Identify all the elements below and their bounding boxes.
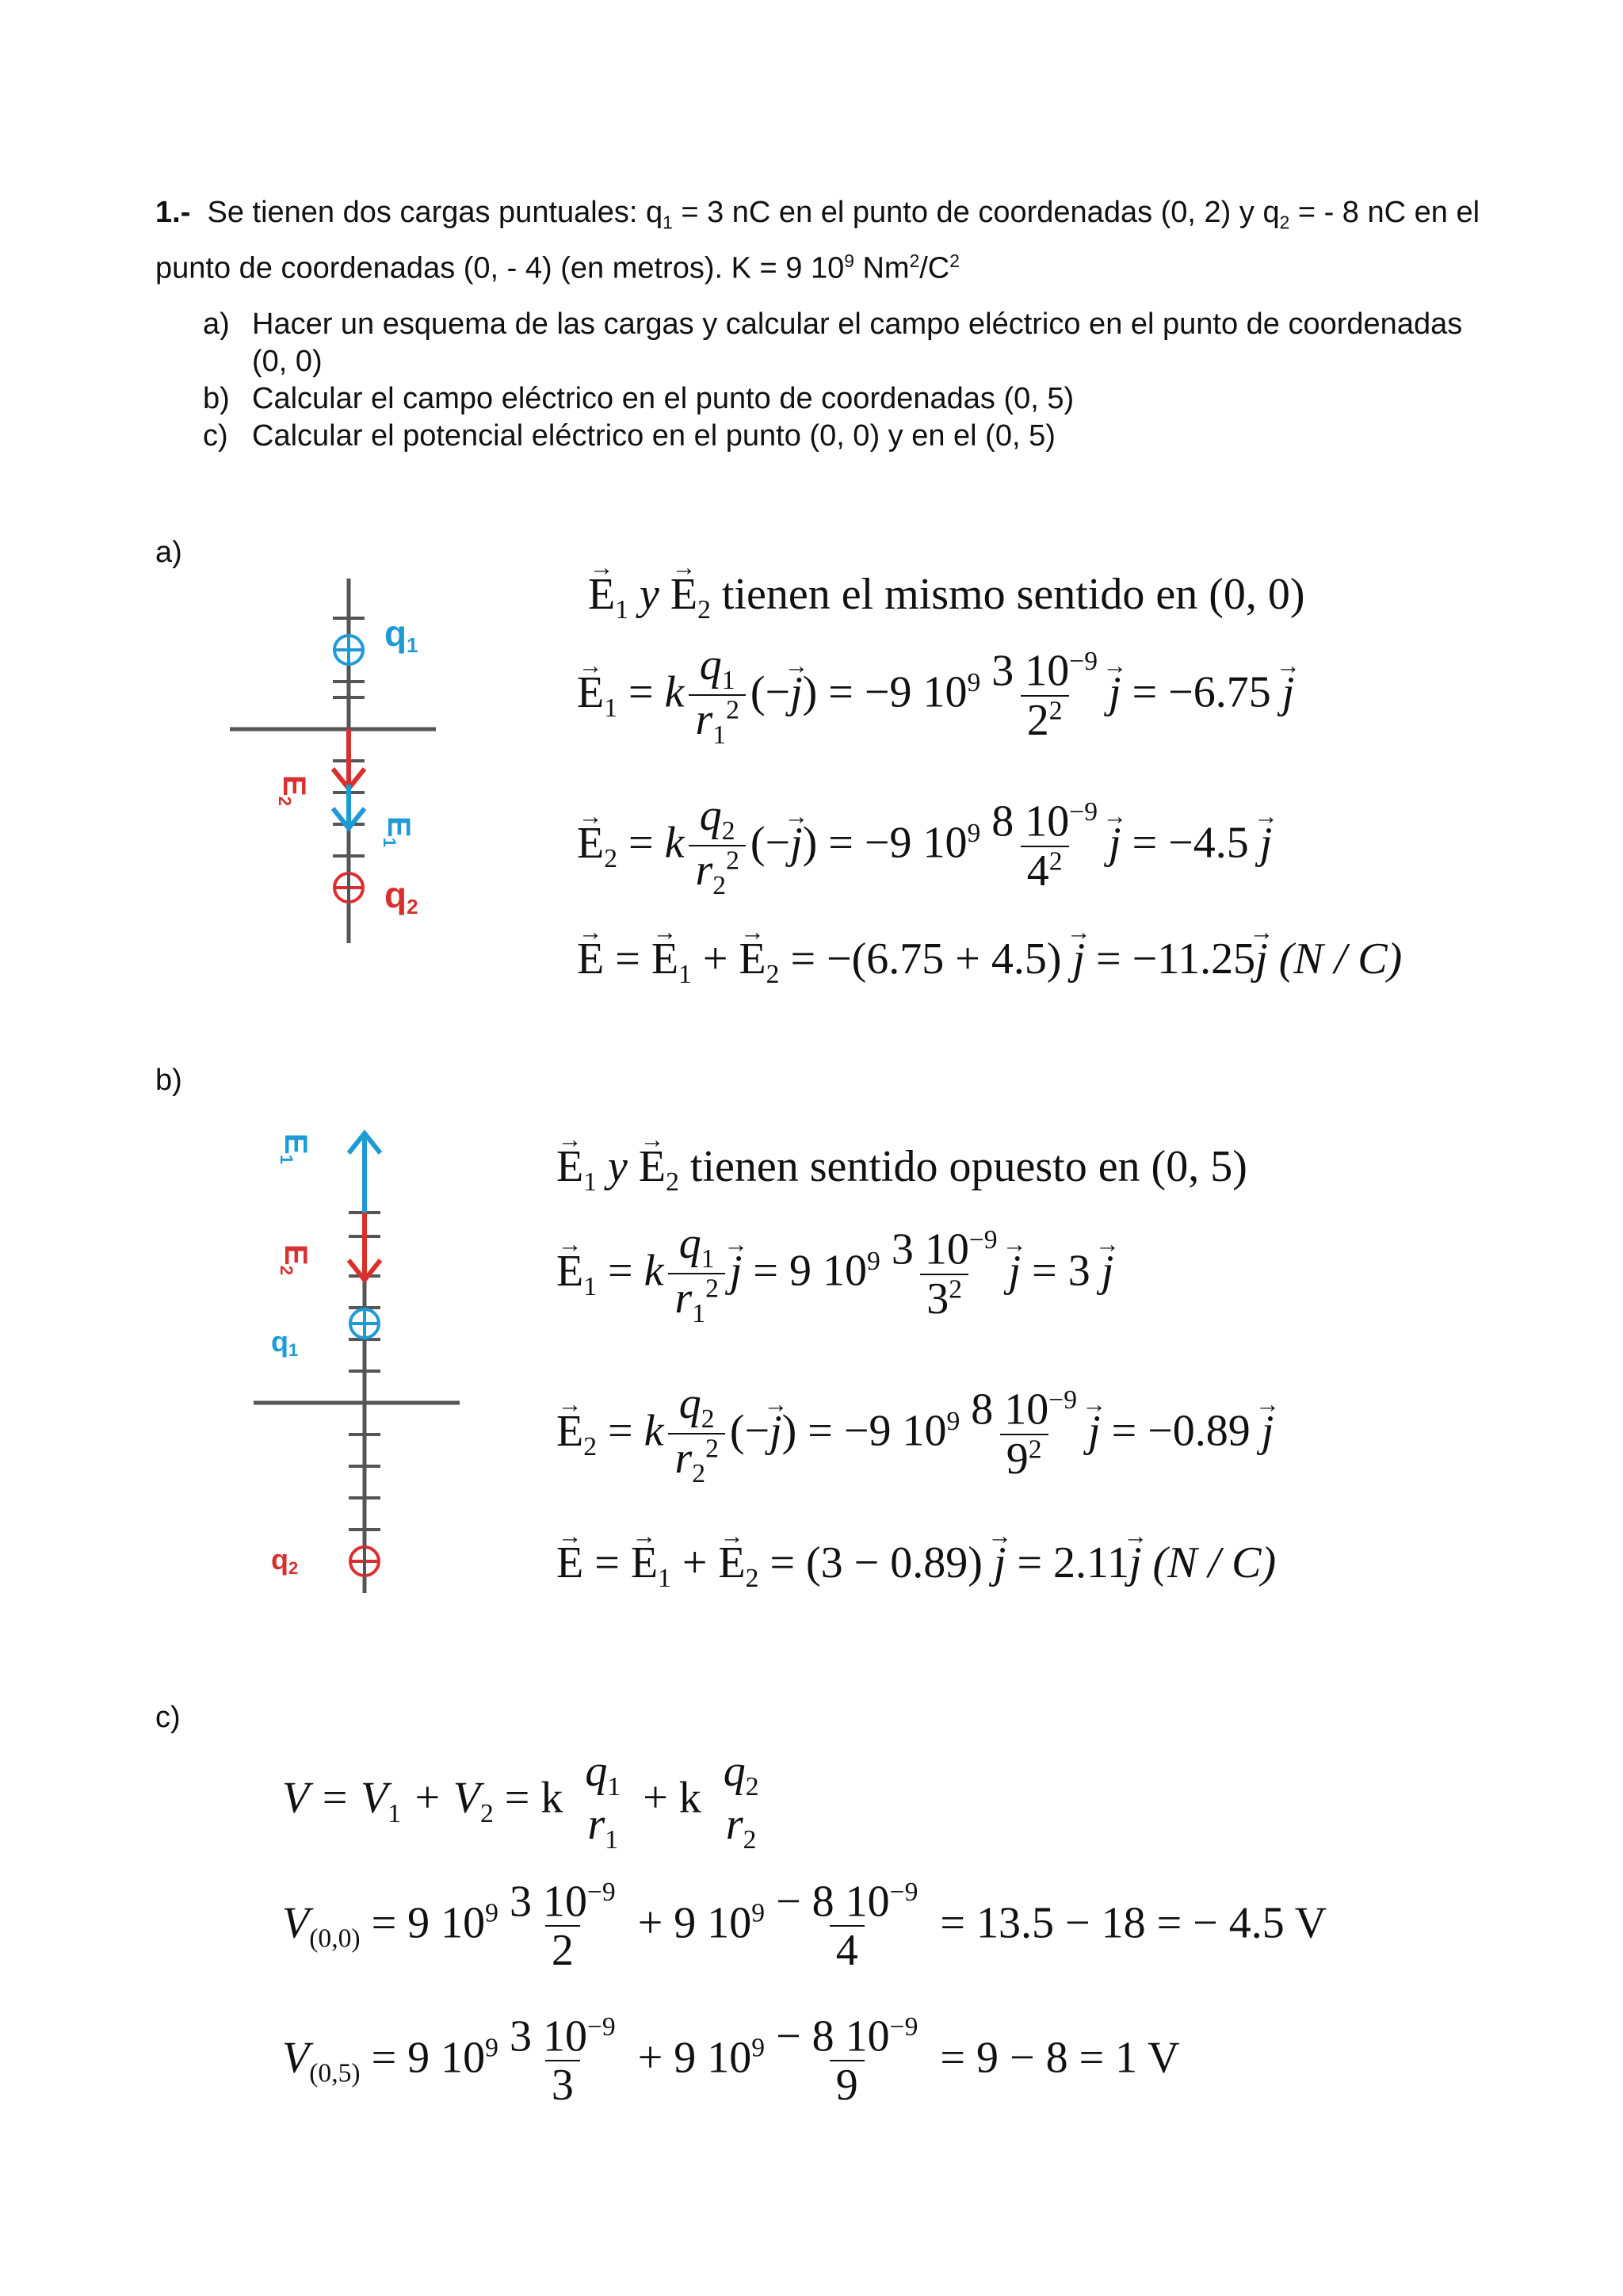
problem-text: Nm: [854, 251, 910, 285]
heading-text: tienen el mismo sentido en (0, 0): [721, 570, 1305, 619]
sup: 2: [949, 250, 960, 271]
sup: 2: [909, 250, 920, 271]
eq-b-e2: → $E_2 = k$ $\frac{q_2}{r_2^2}$ (−→ j) = −9 $10^9$ $\frac{8 10^{-9}}{9^2}$ → j = −0.89 → j: [556, 1381, 1274, 1490]
subquestion-text: Calcular el campo eléctrico en el punto de coordenadas (0, 5): [252, 382, 1075, 415]
eq-b-e1: → $E_1 = k$ $\frac{q_1}{r_1^2}$ → j = 9 $10^9$ $\frac{3 10^{-9}}{3^2}$ → j = 3 → j: [556, 1221, 1113, 1330]
problem-text: = - 8 nC en el punto de coordenadas (0, - 4) (en metros). K = 9 10: [155, 196, 1480, 285]
eq-a-sum: → E = → $E_1$ + → $E_2 = -(6.75 + 4.5) \to j = -11.25\to j$ (N / C): [577, 934, 1402, 990]
subquestion-text: Hacer un esquema de las cargas y calcular el campo eléctrico en el punto de coordenadas (0, 0): [252, 308, 1463, 378]
eq-a-e1: → $E_1 = k$ $\frac{q_1}{r_1^2}$ (−→ j) = −9 $10^9$ $\frac{3 10^{-9}}{2^2}$ → j = −6.75 → j: [577, 642, 1294, 751]
subquestion-text: Calcular el potencial eléctrico en el punto (0, 0) y en el (0, 5): [252, 419, 1056, 453]
subquestion-label: c): [203, 419, 228, 453]
subquestion-label: b): [203, 382, 230, 415]
problem-text: /C: [919, 251, 950, 285]
and-text: y: [608, 1142, 628, 1191]
e2-arrow: [349, 1213, 380, 1280]
subquestion: [203, 306, 1471, 380]
e2-label: E2: [275, 775, 311, 806]
charge-q1: [350, 1309, 379, 1338]
q1-label: q1: [384, 613, 418, 657]
eq-c-v: $V = V_1 + V_2 = k$ $q_1$ $r_1$ + k $q_2$ $r_2$: [282, 1747, 759, 1855]
problem-text: = 3 nC en el punto de coordenadas (0, 2) y q: [672, 196, 1280, 229]
sup: 9: [844, 250, 854, 271]
problem-text: Se tienen dos cargas puntuales: q: [207, 196, 663, 229]
q2-label: q2: [384, 874, 418, 919]
section-b-label: b): [155, 1064, 182, 1097]
eq-a-e2: → $E_2 = k$ $\frac{q_2}{r_2^2}$ (−→ j) = −9 $10^9$ $\frac{8 10^{-9}}{4^2}$ → j = −4.5 → j: [577, 793, 1272, 902]
eq-b-sum: → E = → $E_1$ + → $E_2 = (3 - 0.89) \to j = 2.11\to j$ (N / C): [556, 1538, 1276, 1594]
problem-statement: [155, 193, 1487, 287]
section-a-label: a): [155, 536, 182, 569]
diagram-b: [238, 1117, 475, 1609]
q2-label: q2: [271, 1543, 299, 1578]
and-text: y: [640, 570, 659, 619]
subquestion: [203, 380, 1471, 418]
e2-label: E2: [277, 1244, 313, 1275]
charge-q2: [334, 873, 363, 902]
section-c-label: c): [155, 1701, 181, 1734]
charge-q2: [350, 1547, 379, 1576]
e1-label: E1: [277, 1133, 313, 1164]
e2-arrow: [333, 729, 365, 789]
charge-q1: [334, 636, 363, 664]
heading-text: tienen sentido opuesto en (0, 5): [689, 1142, 1247, 1191]
diagram-a: [222, 571, 452, 951]
sub: 2: [1279, 212, 1290, 233]
eq-a-heading: → $E_1$ $y \to E_2$ tienen el mismo sentido en (0, 0): [588, 569, 1305, 625]
subquestion: [203, 418, 1471, 455]
e1-arrow: [349, 1133, 380, 1213]
e1-label: E1: [380, 816, 416, 847]
problem-number: 1.-: [155, 196, 191, 229]
subquestion-list: [203, 306, 1471, 455]
eq-c-v00: $V_{(0,0)} = 9$ $10^9$ $\frac{3 10^{-9}}{2}$ + 9 $10^9$ $\frac{- 8 10^{-9}}{4}$ = 13.5 − 18 = − 4.5 V: [282, 1877, 1327, 1976]
sub: 1: [663, 212, 673, 233]
eq-c-v05: $V_{(0,5)} = 9$ $10^9$ $\frac{3 10^{-9}}{3}$ + 9 $10^9$ $\frac{- 8 10^{-9}}{9}$ = 9 − 8 = 1 V: [282, 2011, 1180, 2111]
eq-b-heading: → $E_1$ $y \to E_2$ tienen sentido opuesto en (0, 5): [556, 1141, 1247, 1198]
subquestion-label: a): [203, 308, 230, 341]
q1-label: q1: [271, 1325, 299, 1360]
